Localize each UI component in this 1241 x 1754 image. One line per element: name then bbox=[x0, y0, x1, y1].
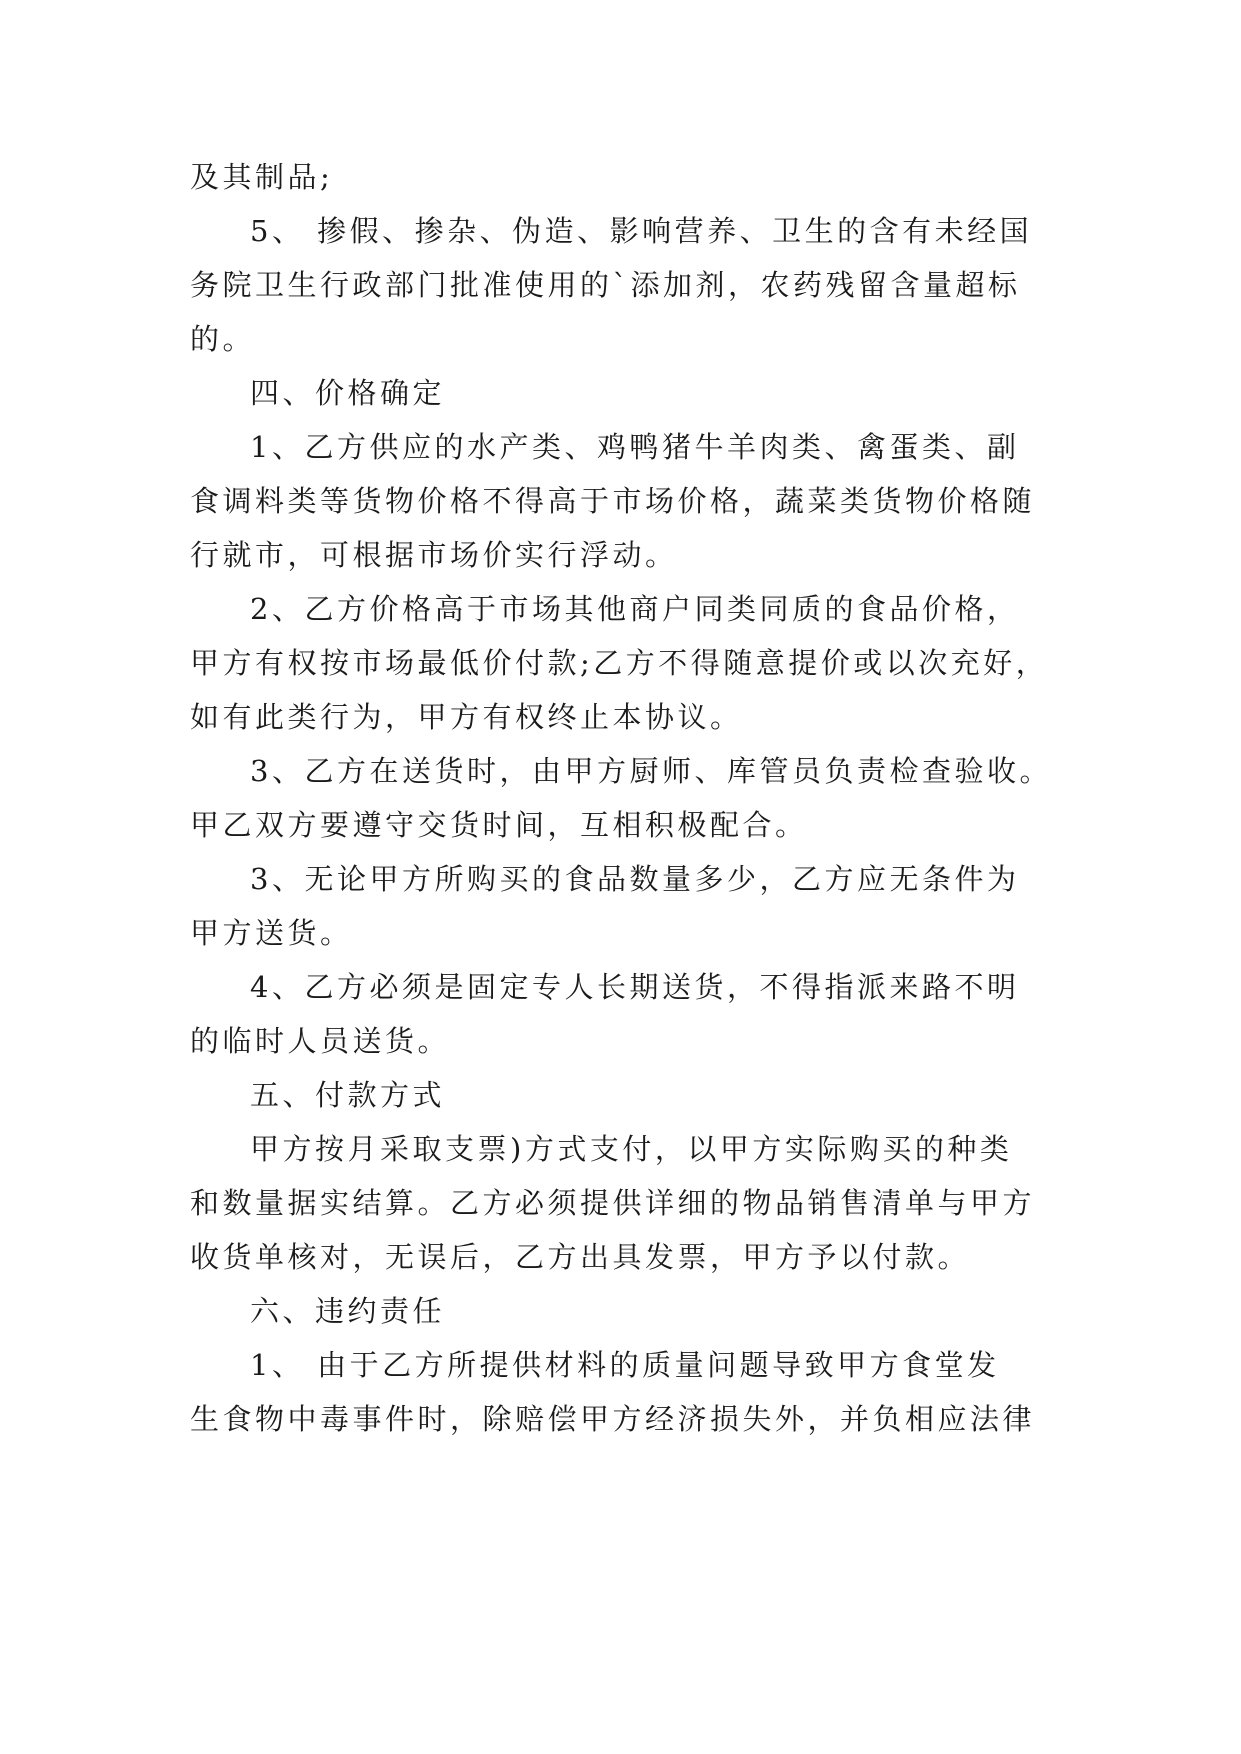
text-line: 甲方按月采取支票)方式支付，以甲方实际购买的种类 bbox=[250, 1132, 1013, 1166]
text-line: 4、乙方必须是固定专人长期送货，不得指派来路不明 bbox=[250, 970, 1020, 1004]
section-heading: 六、违约责任 bbox=[250, 1294, 446, 1328]
text-line: 2、乙方价格高于市场其他商户同类同质的食品价格， bbox=[250, 592, 1020, 626]
text-line: 3、无论甲方所购买的食品数量多少，乙方应无条件为 bbox=[250, 862, 1020, 896]
text-line: 如有此类行为，甲方有权终止本协议。 bbox=[190, 700, 743, 734]
text-line: 甲方有权按市场最低价付款;乙方不得随意提价或以次充好， bbox=[190, 646, 1049, 680]
text-line: 的临时人员送货。 bbox=[190, 1024, 451, 1058]
text-line: 3、乙方在送货时，由甲方厨师、库管员负责检查验收。 bbox=[250, 754, 1052, 788]
text-line: 行就市，可根据市场价实行浮动。 bbox=[190, 538, 678, 572]
text-line: 生食物中毒事件时，除赔偿甲方经济损失外，并负相应法律 bbox=[190, 1402, 1036, 1436]
text-line: 务院卫生行政部门批准使用的`添加剂，农药残留含量超标 bbox=[190, 268, 1021, 302]
text-line: 甲方送货。 bbox=[190, 916, 353, 950]
text-line: 的。 bbox=[190, 322, 256, 356]
section-heading: 四、价格确定 bbox=[250, 376, 446, 410]
text-line: 1、乙方供应的水产类、鸡鸭猪牛羊肉类、禽蛋类、副 bbox=[250, 430, 1020, 464]
section-heading: 五、付款方式 bbox=[250, 1078, 446, 1112]
text-line: 和数量据实结算。乙方必须提供详细的物品销售清单与甲方 bbox=[190, 1186, 1036, 1220]
text-line: 收货单核对，无误后，乙方出具发票，甲方予以付款。 bbox=[190, 1240, 971, 1274]
text-line: 食调料类等货物价格不得高于市场价格，蔬菜类货物价格随 bbox=[190, 484, 1036, 518]
text-line: 甲乙双方要遵守交货时间，互相积极配合。 bbox=[190, 808, 808, 842]
text-line: 及其制品; bbox=[190, 160, 334, 194]
text-line: 1、 由于乙方所提供材料的质量问题导致甲方食堂发 bbox=[250, 1348, 1000, 1382]
text-line: 5、 掺假、掺杂、伪造、影响营养、卫生的含有未经国 bbox=[250, 214, 1033, 248]
